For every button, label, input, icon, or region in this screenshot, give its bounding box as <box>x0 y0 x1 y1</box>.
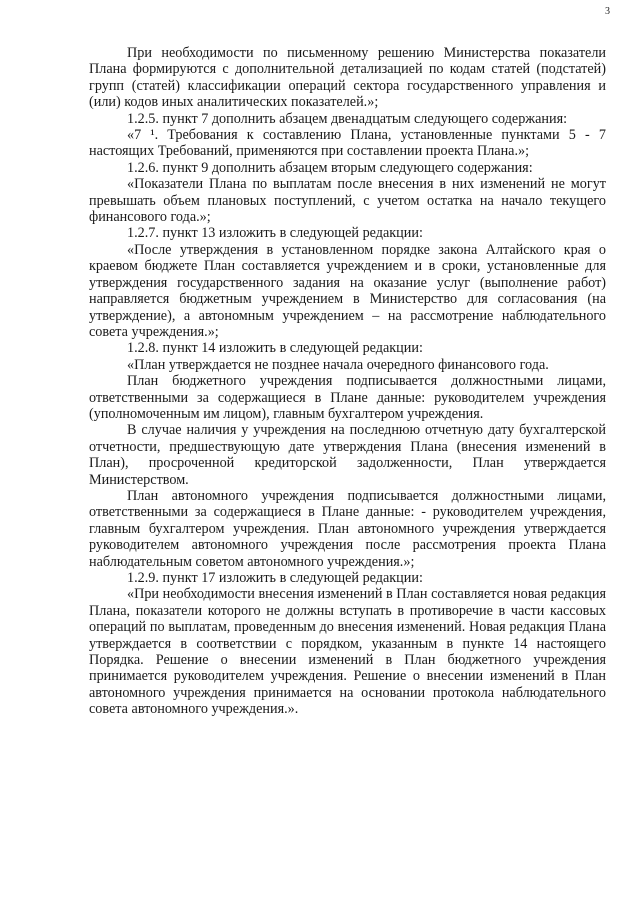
paragraph-item-1-2-8: 1.2.8. пункт 14 изложить в следующей редакции: <box>127 340 423 357</box>
page-number: 3 <box>605 6 610 17</box>
paragraph-item-1-2-7: 1.2.7. пункт 13 изложить в следующей редакции: <box>127 225 423 242</box>
paragraph-item-1-2-6: 1.2.6. пункт 9 дополнить абзацем вторым следующего содержания: <box>127 159 533 176</box>
paragraph-payments-limit: «Показатели Плана по выплатам после внесения в них изменений не могут превышать объем плановых поступлений, с учетом остатка на начало текущего финансового года.»; <box>89 176 606 226</box>
paragraph-plan-changes: «При необходимости внесения изменений в План составляется новая редакция Плана, показатели которого не должны вступать в противоречие в части кассовых операций по выплатам, проведенным до внесения изменений. Новая редакция Плана утверждается в соответствии с порядком, указанным в пункте 14 настоящего Порядка. Решение о внесении изменений в План бюджетного учреждения принимается руководителем учреждения. Решение о внесении изменений в План автономного учреждения принимается на основании протокола наблюдательного совета автономного учреждения.». <box>89 586 606 718</box>
paragraph-plan-deadline: «План утверждается не позднее начала очередного финансового года. <box>127 356 549 373</box>
paragraph-point-7-1: «7 ¹. Требования к составлению Плана, установленные пунктами 5 - 7 настоящих Требований, применяются при составлении проекта Плана.»; <box>89 127 606 160</box>
document-body <box>89 45 606 718</box>
paragraph-autonomous-signing: План автономного учреждения подписывается должностными лицами, ответственными за содержащиеся в Плане данные: - руководителем учреждения, главным бухгалтером учреждения. План автономного учреждения утверждается руководителем автономного учреждения после рассмотрения проекта Плана наблюдательным советом автономного учреждения.»; <box>89 487 606 570</box>
paragraph-item-1-2-5: 1.2.5. пункт 7 дополнить абзацем двенадцатым следующего содержания: <box>127 110 568 127</box>
paragraph-plan-approval-process: «После утверждения в установленном порядке закона Алтайского края о краевом бюджете План составляется учреждением и в сроки, установленные для утверждения государственного задания на оказание услуг (выполнение работ) направляется бюджетным учреждением в Министерство для согласования (на утверждение), а автономным учреждением – на рассмотрение наблюдательного совета учреждения.»; <box>89 241 606 340</box>
paragraph-budget-signing: План бюджетного учреждения подписывается должностными лицами, ответственными за содержащиеся в Плане данные: руководителем учреждения (уполномоченным им лицом), главным бухгалтером учреждения. <box>89 373 606 422</box>
paragraph-overdue-debt: В случае наличия у учреждения на последнюю отчетную дату бухгалтерской отчетности, предшествующую дате утверждения Плана (внесения изменений в План), просроченной кредиторской задолженности, План утверждается Министерством. <box>89 422 606 488</box>
paragraph-details: При необходимости по письменному решению Министерства показатели Плана формируются с дополнительной детализацией по кодам статей (подстатей) групп (статей) классификации операций сектора государственного управления и (или) кодов иных аналитических показателей.»; <box>89 45 606 111</box>
paragraph-item-1-2-9: 1.2.9. пункт 17 изложить в следующей редакции: <box>127 570 423 586</box>
